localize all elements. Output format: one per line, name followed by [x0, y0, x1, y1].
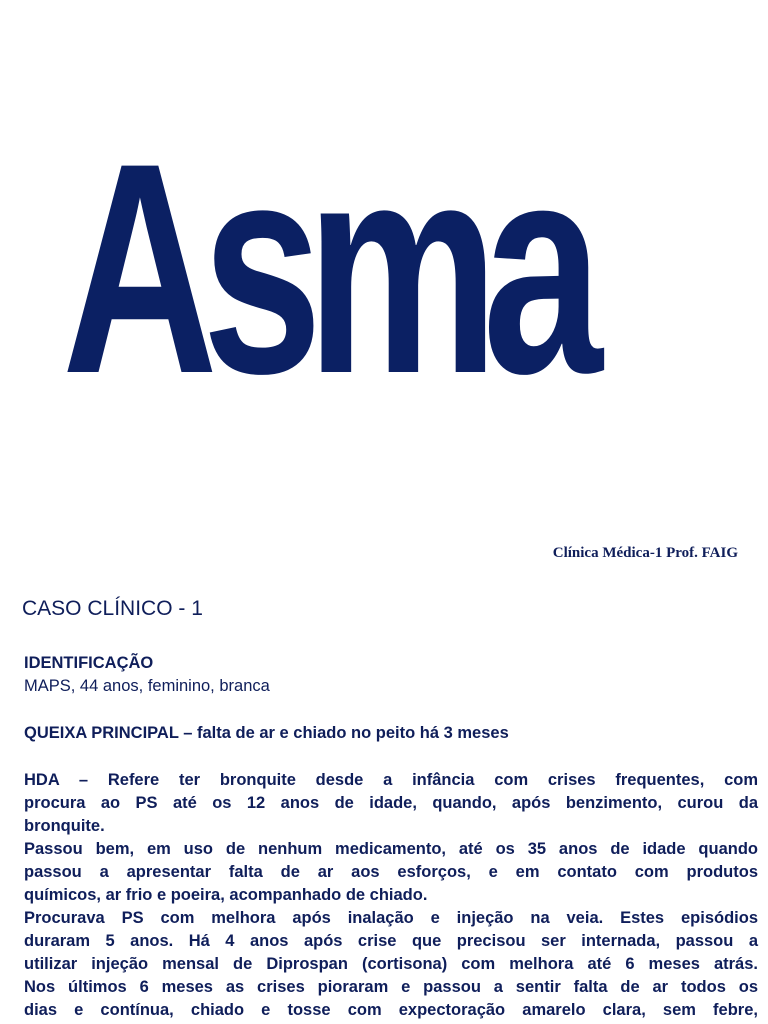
queixa-principal — [24, 722, 758, 745]
hda-line: bronquite. — [24, 817, 105, 835]
case-content — [24, 652, 758, 1022]
identificacao-text: MAPS, 44 anos, feminino, branca — [24, 677, 270, 695]
hda-line: HDA – Refere ter bronquite desde a infância com crises frequentes, com — [24, 771, 758, 789]
slide-title: Asma — [62, 100, 587, 436]
hda-line: utilizar injeção mensal de Diprospan (cortisona) com melhora até 6 meses atrás. — [24, 955, 758, 973]
hda-line: químicos, ar frio e poeira, acompanhado de chiado. — [24, 886, 428, 904]
course-credit: Clínica Médica-1 Prof. FAIG — [552, 545, 738, 561]
hda-line: Procurava PS com melhora após inalação e injeção na veia. Estes episódios — [24, 909, 758, 927]
hda-line: Nos últimos 6 meses as crises pioraram e passou a sentir falta de ar todos os — [24, 978, 758, 996]
queixa-text: falta de ar e chiado no peito há 3 meses — [192, 724, 509, 742]
hda-line: dias e contínua, chiado e tosse com expectoração amarelo clara, sem febre, — [24, 1001, 758, 1019]
hda-line: Passou bem, em uso de nenhum medicamento, até os 35 anos de idade quando — [24, 840, 758, 858]
spacer — [24, 745, 758, 769]
hda-section — [24, 769, 758, 1022]
hda-line: procura ao PS até os 12 anos de idade, quando, após benzimento, curou da — [24, 794, 758, 812]
identificacao-heading: IDENTIFICAÇÃO — [24, 654, 154, 672]
case-title: CASO CLÍNICO - 1 — [22, 597, 203, 620]
queixa-label: QUEIXA PRINCIPAL – — [24, 724, 193, 742]
hda-line: passou a apresentar falta de ar aos esforços, e em contato com produtos — [24, 863, 758, 881]
hda-line: duraram 5 anos. Há 4 anos após crise que precisou ser internada, passou a — [24, 932, 758, 950]
spacer — [24, 698, 758, 722]
